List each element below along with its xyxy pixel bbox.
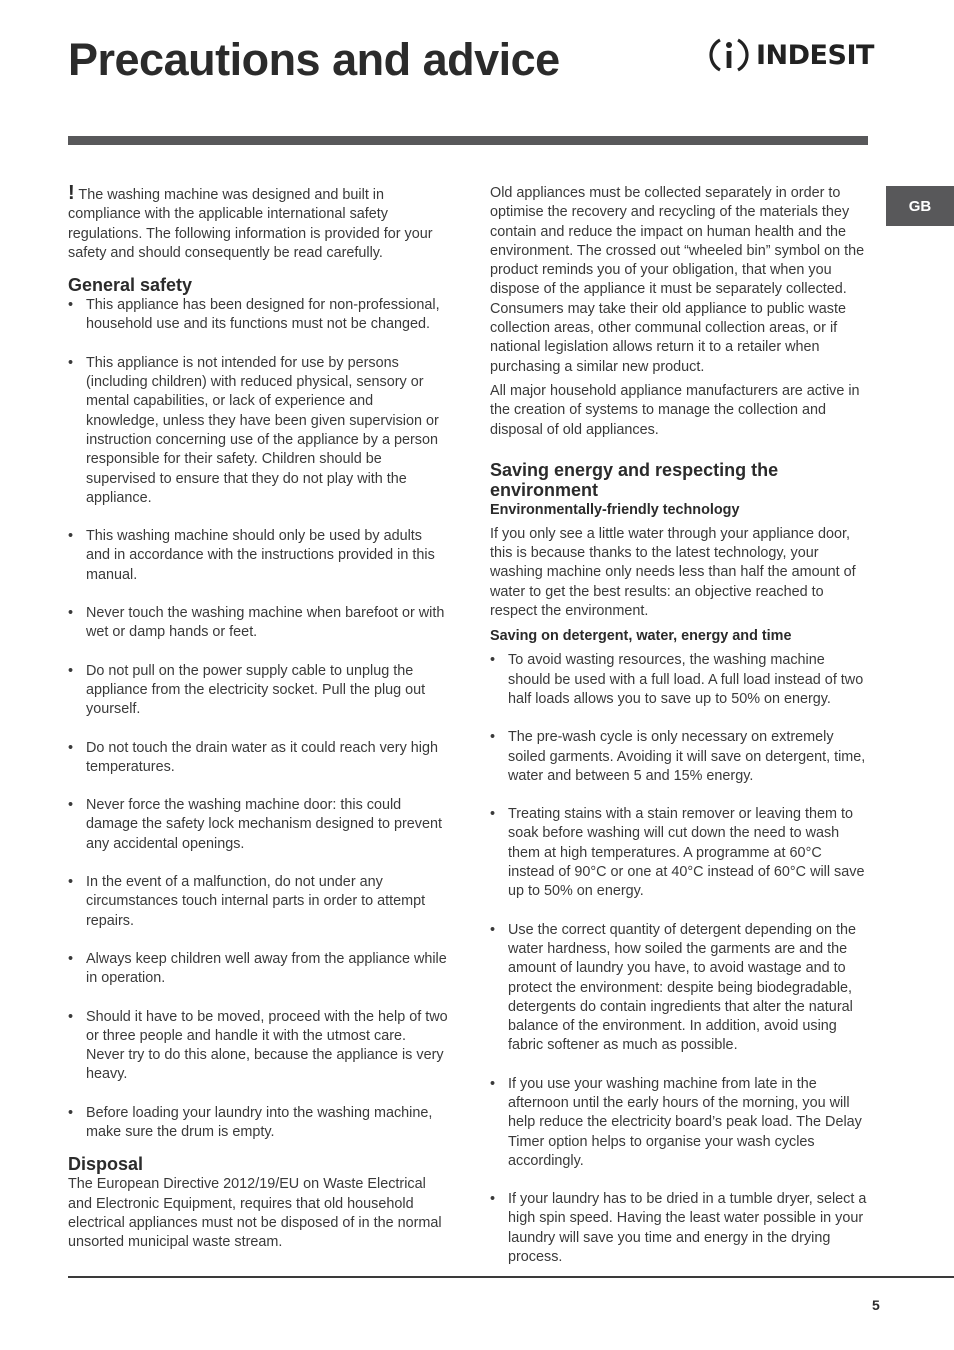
indesit-logo-icon bbox=[708, 34, 750, 76]
page-title: Precautions and advice bbox=[68, 34, 560, 85]
saving-subheading: Saving on detergent, water, energy and time bbox=[490, 628, 792, 645]
language-tab: GB bbox=[886, 186, 954, 226]
page-number: 5 bbox=[872, 1297, 880, 1313]
header-rule bbox=[68, 136, 868, 145]
list-item: • Do not pull on the power supply cable to unplug the appliance from the electricity socket. Pull the plug out yourself. bbox=[68, 662, 426, 718]
list-item: • In the event of a malfunction, do not under any circumstances touch internal parts in order to attempt repairs. bbox=[68, 874, 426, 929]
list-item: • This washing machine should only be used by adults and in accordance with the instructions provided in this manual. bbox=[68, 528, 435, 583]
list-item: • This appliance has been designed for non-professional, household use and its functions must not be changed. bbox=[68, 297, 440, 333]
disposal-paragraph: The European Directive 2012/19/EU on Waste Electrical and Electronic Equipment, requires that old household electrical appliances must not be disposed of in the normal unsorted municipal waste stream. bbox=[68, 1176, 442, 1251]
list-item: • Always keep children well away from the appliance while in operation. bbox=[68, 950, 447, 987]
general-safety-heading: General safety bbox=[68, 275, 193, 296]
list-item: • To avoid wasting resources, the washing machine should be used with a full load. A full load instead of two half loads allows you to save up to 50% on energy. bbox=[490, 652, 864, 707]
eco-technology-paragraph: If you only see a little water through your appliance door, this is because thanks to the latest technology, your washing machine only needs less than half the amount of water to get the best results: an objective reached to respect the environment. bbox=[490, 525, 856, 620]
disposal-paragraph: All major household appliance manufacturers are active in the creation of systems to manage the collection and disposal of old appliances. bbox=[490, 382, 860, 438]
disposal-paragraph: Old appliances must be collected separately in order to optimise the recovery and recycling of the materials they contain and reduce the impact on human health and the environment. The crossed out “wheeled bin” symbol on the product reminds you of your obligation, that when you dispose of the appliance it must be separately collected. Consumers may take their old appliance to public waste collection areas, other communal collection areas, or if national legislation allows return it to a retailer when purchasing a similar new product. bbox=[490, 185, 865, 375]
disposal-heading: Disposal bbox=[68, 1154, 144, 1175]
list-item: • Treating stains with a stain remover or leaving them to soak before washing will cut down the need to wash them at high temperatures. A programme at 60°C instead of 90°C or one at 40°C instead of 60°C will save up to 50% on energy. bbox=[490, 806, 865, 900]
left-column bbox=[68, 184, 448, 1257]
brand-logo bbox=[708, 34, 874, 76]
list-item: • Should it have to be moved, proceed with the help of two or three people and handle it with the utmost care. Never try to do this alone, because the appliance is very heavy. bbox=[68, 1008, 448, 1083]
list-item: • Never force the washing machine door: this could damage the safety lock mechanism designed to prevent any accidental openings. bbox=[68, 797, 442, 852]
warning-icon: ! bbox=[68, 182, 75, 204]
list-item: • Use the correct quantity of detergent depending on the water hardness, how soiled the garments are and the amount of laundry you have, to avoid wastage and to protect the environment: despite being biodegradable, detergents do contain ingredients that alter the natural balance of the environment. In addition, avoid using fabric softener as much as possible. bbox=[490, 921, 857, 1054]
intro-paragraph: ! The washing machine was designed and built in compliance with the applicable international safety regulations. The following information is provided for your safety and should consequently be read carefully. bbox=[68, 182, 433, 261]
footer-rule bbox=[68, 1276, 954, 1278]
brand-name: INDESIT bbox=[756, 39, 874, 71]
list-item: • This appliance is not intended for use by persons (including children) with reduced physical, sensory or mental capabilities, or lack of experience and knowledge, unless they have been given supervision or instruction concerning use of the appliance by a person responsible for their safety. Children should be supervised to ensure that they do not play with the appliance. bbox=[68, 354, 439, 506]
list-item: • Never touch the washing machine when barefoot or with wet or damp hands or feet. bbox=[68, 605, 445, 641]
list-item: • Do not touch the drain water as it could reach very high temperatures. bbox=[68, 739, 438, 775]
energy-heading: Saving energy and respecting the environment bbox=[490, 459, 779, 500]
list-item: • If you use your washing machine from late in the afternoon until the early hours of the morning, you will help reduce the electricity board’s peak load. The Delay Timer option helps to organise your wash cycles accordingly. bbox=[490, 1075, 862, 1169]
list-item: • The pre-wash cycle is only necessary on extremely soiled garments. Avoiding it will save on detergent, time, water and between 5 and 15% energy. bbox=[490, 729, 866, 784]
eco-technology-subheading: Environmentally-friendly technology bbox=[490, 501, 740, 518]
list-item: • If your laundry has to be dried in a tumble dryer, select a high spin speed. Having the least water possible in your laundry will save you time and energy in the drying process. bbox=[490, 1191, 867, 1266]
right-column bbox=[490, 184, 868, 1267]
list-item: • Before loading your laundry into the washing machine, make sure the drum is empty. bbox=[68, 1104, 433, 1140]
